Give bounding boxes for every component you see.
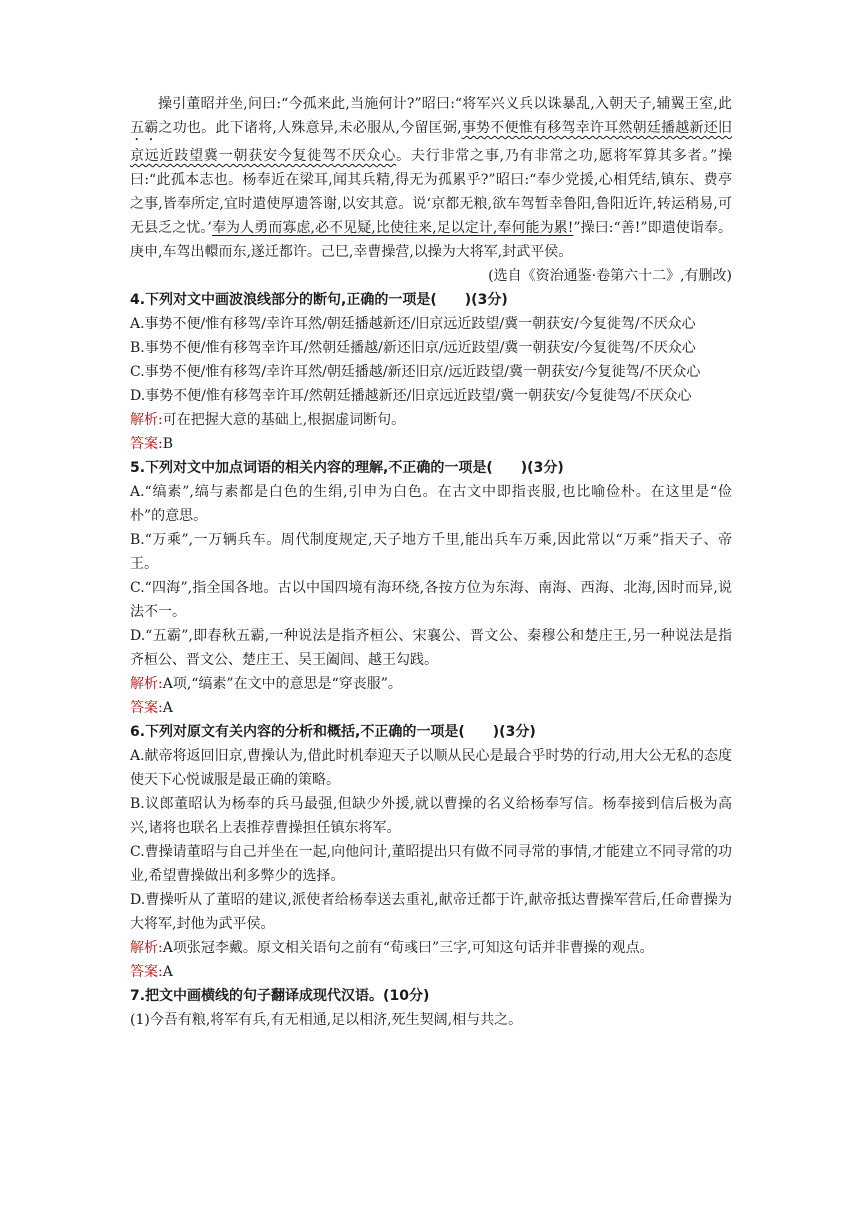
- analysis-label: 解析:: [130, 940, 163, 956]
- analysis-text: 可在把握大意的基础上,根据虚词断句。: [162, 412, 406, 428]
- passage-text: 之功也。此下诸将,人殊意异,未必服从,今留匡弼,: [158, 120, 462, 136]
- q6-answer: [130, 960, 732, 984]
- passage-paragraph: [130, 92, 732, 264]
- passage-text: 操引董昭并坐,问曰:“今孤来此,当施何计?”昭曰:“将军兴义兵以诛暴乱,入朝天子,辅翼王室,此: [158, 96, 732, 112]
- document-page: [130, 92, 732, 1032]
- q6-analysis: [130, 936, 732, 960]
- q5-option-a: A.“缟素”,缟与素都是白色的生绢,引申为白色。在古文中即指丧服,也比喻俭朴。在这里是“俭朴”的意思。: [130, 484, 732, 524]
- analysis-label: 解析:: [130, 412, 163, 428]
- source-citation: (选自《资治通鉴·卷第六十二》,有删改): [488, 268, 732, 284]
- q5-analysis: [130, 672, 732, 696]
- q5-answer: [130, 696, 732, 720]
- q4-analysis: [130, 408, 732, 432]
- q4-option-d: D.事势不便/惟有移驾幸许耳/然朝廷播越新还/旧京远近跂望/冀一朝获安/今复徙驾/不厌众心: [130, 388, 692, 404]
- q4-option-a: A.事势不便/惟有移驾/幸许耳然/朝廷播越新还/旧京远近跂望/冀一朝获安/今复徙驾/不厌众心: [130, 316, 696, 332]
- answer-label: 答案:: [130, 436, 163, 452]
- q4-option-c: C.事势不便/惟有移驾/幸许耳然/朝廷播越/新还旧京/远近跂望/冀一朝获安/今复徙驾/不厌众心: [130, 364, 701, 380]
- answer-label: 答案:: [130, 700, 163, 716]
- answer-value: B: [162, 436, 174, 452]
- q4-option-b: B.事势不便/惟有移驾幸许耳/然朝廷播越/新还旧京/远近跂望/冀一朝获安/今复徙驾/不厌众心: [130, 340, 696, 356]
- q5-option-c: C.“四海”,指全国各地。古以中国四境有海环绕,各按方位为东海、南海、西海、北海,因时而异,说法不一。: [130, 580, 732, 620]
- q6-option-b: B.议郎董昭认为杨奉的兵马最强,但缺少外援,就以曹操的名义给杨奉写信。杨奉接到信后极为高兴,诸将也联名上表推荐曹操担任镇东将军。: [130, 796, 732, 836]
- q4-answer: [130, 432, 732, 456]
- question-4-stem: 4.下列对文中画波浪线部分的断句,正确的一项是( )(3分): [130, 292, 508, 308]
- question-7-stem: 7.把文中画横线的句子翻译成现代汉语。(10分): [130, 988, 430, 1004]
- q7-item-1: (1)今吾有粮,将军有兵,有无相通,足以相济,死生契阔,相与共之。: [130, 1012, 523, 1028]
- q5-option-d: D.“五霸”,即春秋五霸,一种说法是指齐桓公、宋襄公、晋文公、秦穆公和楚庄王,另一种说法是指齐桓公、晋文公、楚庄王、吴王阖闾、越王勾践。: [130, 628, 732, 668]
- passage-text: 。夫行非常之事,乃有非常之功,愿将军算其多者。”操曰:“此孤本志也。杨奉近在梁耳,闻其兵精,得无为孤累乎?”昭曰:“奉少党援,心相凭结,镇东、费亭之事,皆奉所定,宜时遣使厚遗答谢,以安其意。说‘京都无粮,欲车驾暂幸鲁阳,鲁阳近许,转运稍易,可无县乏之忧。’: [130, 148, 733, 236]
- answer-value: A: [162, 700, 173, 716]
- dotted-word: 五霸: [130, 120, 159, 136]
- analysis-label: 解析:: [130, 676, 163, 692]
- wavy-underlined-text: 事势不便惟有移驾幸许耳然朝廷播越新还旧京远近跂望冀一朝获安今复徙驾不厌众心: [130, 120, 732, 164]
- q6-option-c: C.曹操请董昭与自己并坐在一起,向他问计,董昭提出只有做不同寻常的事情,才能建立不同寻常的功业,希望曹操做出利多弊少的选择。: [130, 844, 733, 884]
- question-5-stem: 5.下列对文中加点词语的相关内容的理解,不正确的一项是( )(3分): [130, 460, 564, 476]
- analysis-text: A项张冠李戴。原文相关语句之前有“荀彧曰”三字,可知这句话并非曹操的观点。: [162, 940, 654, 956]
- passage-text: ”操曰:“善!”即遣使诣奉。庚申,车驾出轘而东,遂迁都许。己巳,幸曹操营,以操为大将军,封武平侯。: [130, 220, 732, 260]
- q6-option-d: D.曹操听从了董昭的建议,派使者给杨奉送去重礼,献帝迁都于许,献帝抵达曹操军营后,任命曹操为大将军,封他为武平侯。: [130, 892, 732, 932]
- question-6-stem: 6.下列对原文有关内容的分析和概括,不正确的一项是( )(3分): [130, 724, 536, 740]
- q5-option-b: B.“万乘”,一万辆兵车。周代制度规定,天子地方千里,能出兵车万乘,因此常以“万乘”指天子、帝王。: [130, 532, 732, 572]
- underlined-sentence: 奉为人勇而寡虑,必不见疑,比使往来,足以定计,奉何能为累!: [211, 220, 574, 236]
- answer-value: A: [162, 964, 173, 980]
- answer-label: 答案:: [130, 964, 163, 980]
- analysis-text: A项,“缟素”在文中的意思是“穿丧服”。: [162, 676, 402, 692]
- q6-option-a: A.献帝将返回旧京,曹操认为,借此时机奉迎天子以顺从民心是最合乎时势的行动,用大公无私的态度使天下心悦诚服是最正确的策略。: [130, 748, 732, 788]
